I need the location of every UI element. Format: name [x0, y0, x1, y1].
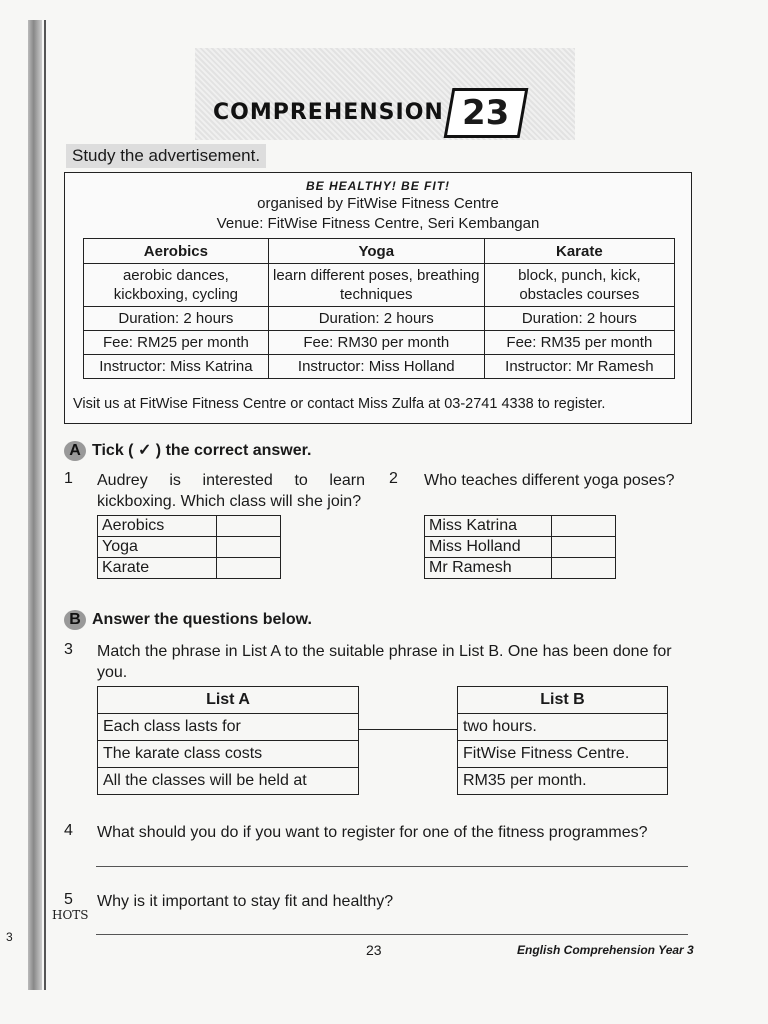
- answer-line-4[interactable]: [96, 866, 688, 867]
- list-b: [457, 686, 668, 795]
- option-label: Yoga: [98, 537, 217, 558]
- table-header-row: [84, 239, 675, 264]
- instruction: Study the advertisement.: [66, 144, 266, 168]
- option-row[interactable]: [98, 516, 281, 537]
- tick-box[interactable]: [552, 558, 616, 579]
- column-header: Karate: [484, 239, 674, 264]
- option-label: Aerobics: [98, 516, 217, 537]
- tick-box[interactable]: [552, 537, 616, 558]
- table-cell: Fee: RM25 per month: [84, 331, 269, 355]
- table-cell: Instructor: Miss Holland: [268, 355, 484, 379]
- question-2-text: Who teaches different yoga poses?: [424, 472, 675, 489]
- option-label: Karate: [98, 558, 217, 579]
- question-1-number: 1: [64, 470, 73, 487]
- tick-box[interactable]: [552, 516, 616, 537]
- table-cell: Duration: 2 hours: [484, 307, 674, 331]
- table-row: [84, 264, 675, 307]
- ad-organiser: organised by FitWise Fitness Centre: [257, 195, 499, 212]
- question-1-options: [97, 515, 281, 579]
- question-2-options: [424, 515, 616, 579]
- advertisement: [64, 172, 692, 424]
- list-b-header: List B: [458, 687, 668, 714]
- list-a-header: List A: [98, 687, 359, 714]
- column-header: Aerobics: [84, 239, 269, 264]
- section-a-label: Tick ( ✓ ) the correct answer.: [92, 442, 312, 459]
- page-number: 23: [366, 942, 382, 958]
- book-title: English Comprehension Year 3: [517, 943, 694, 957]
- list-a-item[interactable]: All the classes will be held at: [98, 768, 359, 795]
- comprehension-number-box: [444, 88, 529, 138]
- list-a-item[interactable]: The karate class costs: [98, 741, 359, 768]
- column-header: Yoga: [268, 239, 484, 264]
- question-4-number: 4: [64, 822, 73, 839]
- answer-line-5[interactable]: [96, 934, 688, 935]
- hots-label: HOTS: [52, 908, 89, 922]
- ad-slogan: BE HEALTHY! BE FIT!: [305, 179, 451, 193]
- match-line: [358, 729, 458, 730]
- classes-table: [83, 238, 675, 379]
- page-title: COMPREHENSION: [213, 100, 444, 125]
- tick-box[interactable]: [217, 558, 281, 579]
- option-row[interactable]: [425, 537, 616, 558]
- margin-number: 3: [6, 930, 13, 944]
- question-5-text: Why is it important to stay fit and healthy?: [97, 893, 394, 910]
- section-b-heading: [64, 610, 312, 630]
- table-row: [84, 331, 675, 355]
- question-2-number: 2: [389, 470, 398, 487]
- book-spine: [28, 20, 42, 990]
- option-label: Mr Ramesh: [425, 558, 552, 579]
- option-label: Miss Katrina: [425, 516, 552, 537]
- tick-box[interactable]: [217, 537, 281, 558]
- question-4-text: What should you do if you want to register for one of the fitness programmes?: [97, 824, 648, 841]
- list-a: [97, 686, 359, 795]
- ad-venue: Venue: FitWise Fitness Centre, Seri Kembangan: [216, 215, 540, 232]
- list-a-item[interactable]: Each class lasts for: [98, 714, 359, 741]
- question-3-number: 3: [64, 641, 73, 658]
- section-a-heading: [64, 440, 311, 461]
- question-1-text: Audrey is interested to learn kickboxing. Which class will she join?: [97, 472, 365, 510]
- section-a-badge: A: [64, 441, 86, 461]
- table-cell: Instructor: Mr Ramesh: [484, 355, 674, 379]
- list-b-item[interactable]: two hours.: [458, 714, 668, 741]
- table-cell: Fee: RM35 per month: [484, 331, 674, 355]
- comprehension-number: 23: [462, 93, 510, 133]
- ad-visit-info: Visit us at FitWise Fitness Centre or contact Miss Zulfa at 03-2741 4338 to register.: [73, 396, 606, 412]
- question-3-text: Match the phrase in List A to the suitable phrase in List B. One has been done for you.: [97, 643, 672, 681]
- table-cell: block, punch, kick, obstacles courses: [484, 264, 674, 307]
- section-b-label: Answer the questions below.: [92, 611, 312, 628]
- option-row[interactable]: [425, 558, 616, 579]
- table-cell: Duration: 2 hours: [268, 307, 484, 331]
- option-row[interactable]: [425, 516, 616, 537]
- question-5-number: 5: [64, 891, 73, 908]
- table-row: [84, 355, 675, 379]
- option-label: Miss Holland: [425, 537, 552, 558]
- table-cell: learn different poses, breathing techniques: [268, 264, 484, 307]
- list-b-item[interactable]: FitWise Fitness Centre.: [458, 741, 668, 768]
- table-cell: Duration: 2 hours: [84, 307, 269, 331]
- list-b-item[interactable]: RM35 per month.: [458, 768, 668, 795]
- spine-edge: [44, 20, 46, 990]
- table-cell: Fee: RM30 per month: [268, 331, 484, 355]
- table-cell: Instructor: Miss Katrina: [84, 355, 269, 379]
- table-row: [84, 307, 675, 331]
- option-row[interactable]: [98, 558, 281, 579]
- section-b-badge: B: [64, 610, 86, 630]
- option-row[interactable]: [98, 537, 281, 558]
- tick-box[interactable]: [217, 516, 281, 537]
- table-cell: aerobic dances, kickboxing, cycling: [84, 264, 269, 307]
